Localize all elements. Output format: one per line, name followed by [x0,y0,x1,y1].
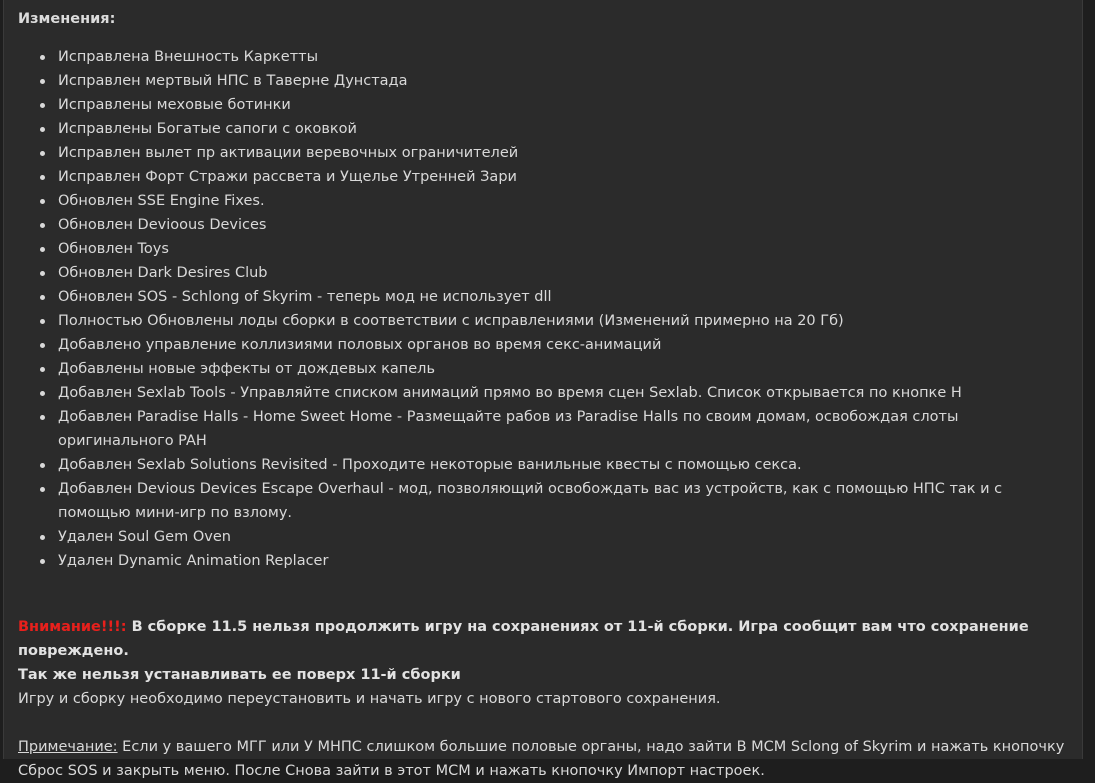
list-item: Удален Dynamic Animation Replacer [18,549,1058,573]
list-item: Обновлен Dark Desires Club [18,261,1058,285]
warning-label: Внимание!!!: [18,619,127,635]
list-item: Обновлен Devioous Devices [18,213,1058,237]
changelog-panel [3,0,1083,779]
list-item: Добавлено управление коллизиями половых органов во время секс-анимаций [18,333,1058,357]
note-text: Если у вашего МГГ или У МНПС слишком большие половые органы, надо зайти В MCM Sclong of Skyrim и нажать кнопочку Сброс SOS и закрыть меню. После Снова зайти в этот MCM и нажать кнопочку Импорт настроек. [18,739,1065,779]
warning-line-2: Так же нельзя устанавливать ее поверх 11-й сборки [18,667,461,683]
list-item: Исправлены меховые ботинки [18,93,1058,117]
list-item: Добавлен Devious Devices Escape Overhaul - мод, позволяющий освобождать вас из устройств, как с помощью НПС так и с помощью мини-игр по взлому. [18,477,1058,525]
list-item: Полностью Обновлены лоды сборки в соответствии с исправлениями (Изменений примерно на 20 Гб) [18,309,1058,333]
page-edge [1087,0,1095,759]
list-item: Добавлен Sexlab Solutions Revisited - Проходите некоторые ванильные квесты с помощью секса. [18,453,1058,477]
note-paragraph [18,735,1068,783]
list-item: Добавлены новые эффекты от дождевых капель [18,357,1058,381]
list-item: Исправлен мертвый НПС в Таверне Дунстада [18,69,1058,93]
list-item: Добавлен Paradise Halls - Home Sweet Home - Размещайте рабов из Paradise Halls по своим домам, освобождая слоты оригинального PAH [18,405,1058,453]
list-item: Исправлена Внешность Каркетты [18,45,1058,69]
note-label: Примечание: [18,739,118,755]
list-item: Исправлены Богатые сапоги с оковкой [18,117,1058,141]
list-item: Обновлен Toys [18,237,1058,261]
list-item: Обновлен SOS - Schlong of Skyrim - теперь мод не использует dll [18,285,1058,309]
list-item: Исправлен вылет пр активации веревочных ограничителей [18,141,1058,165]
warning-text: В сборке 11.5 нельзя продолжить игру на сохранениях от 11-й сборки. Игра сообщит вам что сохранение повреждено. [18,619,1029,659]
list-item: Добавлен Sexlab Tools - Управляйте списком анимаций прямо во время сцен Sexlab. Список открывается по кнопке H [18,381,1058,405]
changes-heading: Изменения: [18,11,116,27]
warning-line [18,615,1082,663]
list-item: Удален Soul Gem Oven [18,525,1058,549]
list-item: Исправлен Форт Стражи рассвета и Ущелье Утренней Зари [18,165,1058,189]
changes-list [18,45,1082,573]
list-item: Обновлен SSE Engine Fixes. [18,189,1058,213]
reinstall-instruction: Игру и сборку необходимо переустановить и начать игру с нового стартового сохранения. [18,691,721,707]
